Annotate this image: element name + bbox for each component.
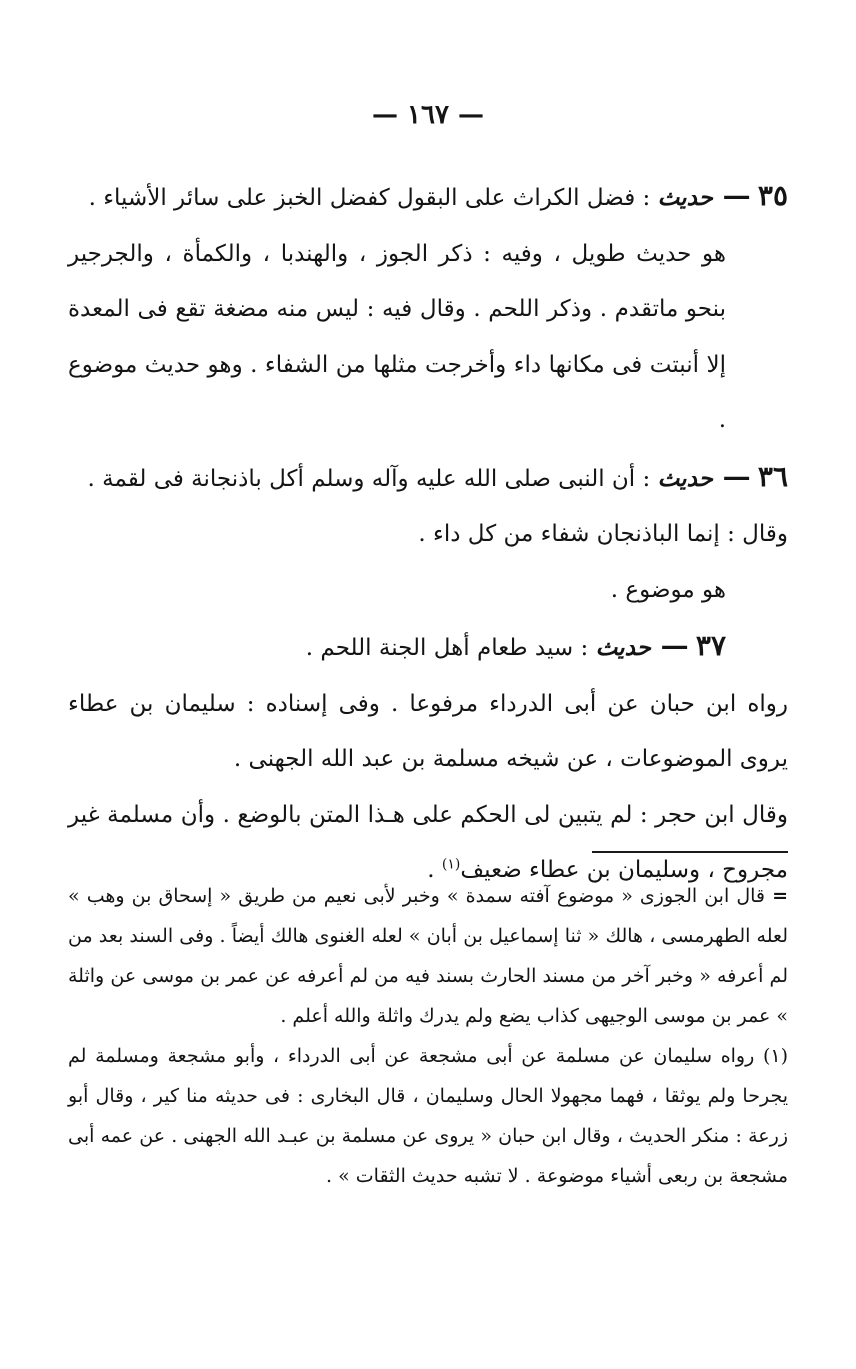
entry-label: حديث	[657, 184, 713, 211]
entry-37-body: رواه ابن حبان عن أبى الدرداء مرفوعا . وفى إسناده : سليمان بن عطاء يروى الموضوعات ، عن شيخه مسلمة بن عبد الله الجهنى .	[68, 690, 788, 772]
entry-35-body: هو حديث طويل ، وفيه : ذكر الجوز ، والهندبا ، والكمأة ، والجرجير بنحو ماتقدم . وذكر اللحم . وقال فيه : ليس منه مضغة تقع فى المعدة إلا أنبتت فى مكانها داء وأخرجت مثلها من الشفاء . وهو حديث موضوع .	[68, 240, 726, 433]
footnotes	[68, 876, 788, 1196]
entry-37-body2-text: وقال ابن حجر : لم يتبين لى الحكم على هـذا المتن بالوضع . وأن مسلمة غير مجروح ، وسليمان بن عطاء ضعيف	[68, 801, 788, 883]
page-number: — ١٦٧ —	[371, 100, 485, 130]
footnote-continuation	[68, 876, 788, 1036]
entry-36-heading: ٣٦ — حديث : أن النبى صلى الله عليه وآله وسلم أكل باذنجانة فى لقمة .	[87, 459, 788, 493]
entry-heading-text: أن النبى صلى الله عليه وآله وسلم أكل باذنجانة فى لقمة .	[87, 465, 636, 492]
entry-heading-text: سيد طعام أهل الجنة اللحم .	[305, 635, 574, 661]
continuation-mark: =	[772, 885, 788, 907]
entry-37-heading: ٣٧ — حديث : سيد طعام أهل الجنة اللحم .	[305, 629, 726, 662]
footnote-divider	[592, 851, 788, 853]
entry-number: ٣٦	[757, 459, 788, 493]
entry-heading-text: فضل الكراث على البقول كفضل الخبز على سائر الأشياء .	[88, 185, 636, 211]
entry-36-verdict: هو موضوع .	[610, 576, 726, 603]
entry-number: ٣٥	[757, 179, 788, 212]
footnote-1-text: رواه سليمان عن مسلمة عن أبى مشجعة عن أبى الدرداء ، وأبو مشجعة ومسلمة لم يجرحا ولم يوثقا ، فهما مجهولا الحال وسليمان ، قال البخارى : فى حديثه منا كير ، وقال أبو زرعة : منكر الحديث ، وقال ابن حبان « يروى عن مسلمة بن عبـد الله الجهنى . عن عمه أبى مشجعة بن ربعى أشياء موضوعة . لا تشبه حديث الثقات » .	[68, 1045, 788, 1187]
entry-37-end: .	[427, 857, 442, 883]
footnote-ref-1: (١)	[441, 856, 461, 873]
footnote-1	[68, 1036, 788, 1196]
entry-35-heading: ٣٥ — حديث : فضل الكراث على البقول كفضل الخبز على سائر الأشياء .	[88, 179, 788, 212]
footnote-1-marker: (١)	[762, 1045, 788, 1067]
entry-number: ٣٧	[695, 629, 726, 662]
main-text	[68, 168, 788, 899]
continuation-text: قال ابن الجوزى « موضوع آفته سمدة » وخبر لأبى نعيم من طريق « إسحاق بن وهب » لعله الطهرمسى ، هالك « ثنا إسماعيل بن أبان » لعله الغنوى هالك أيضاً . وفى السند بعد من لم أعرفه « وخبر آخر من مسند الحارث بسند فيه من لم أعرفه عن عمر بن موسى عن واثلة » عمر بن موسى الوجيهى كذاب يضع ولم يدرك واثلة والله أعلم .	[68, 885, 788, 1027]
entry-label: حديث	[657, 464, 713, 492]
entry-label: حديث	[595, 634, 651, 661]
entry-36-body: وقال : إنما الباذنجان شفاء من كل داء .	[418, 521, 788, 547]
